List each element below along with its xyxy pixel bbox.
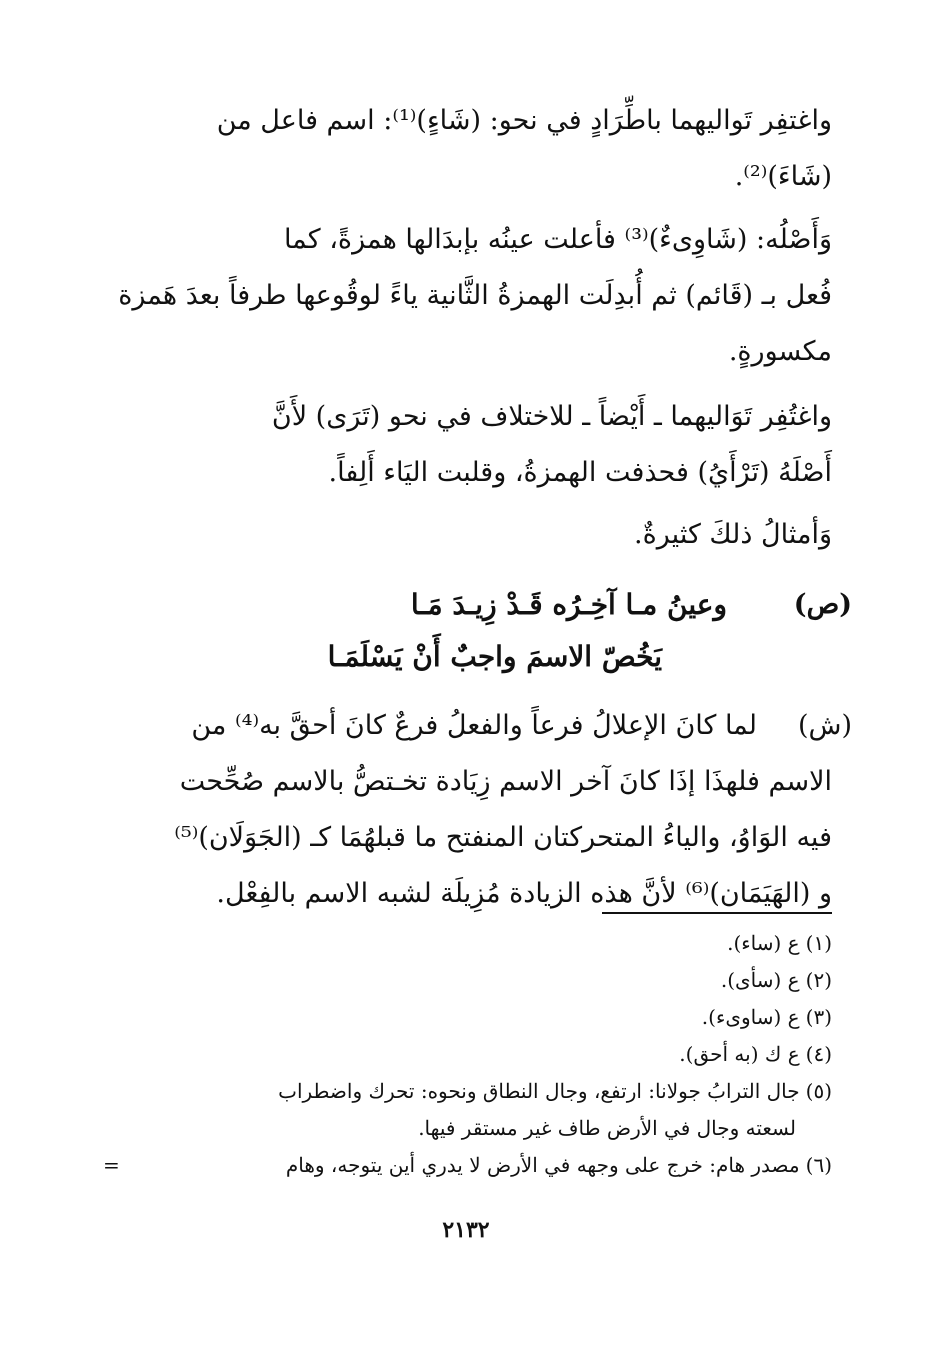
text-line: وَأمثالُ ذلكَ كثيرةٌ.	[634, 519, 832, 550]
footnote-4	[125, 1036, 832, 1073]
footnote-separator	[602, 912, 832, 914]
footnote-text: ع ك (به أحق).	[679, 1042, 800, 1066]
text-line: لما كانَ الإعلالُ فرعاً والفعلُ فرعٌ كانَ أحقَّ به⁽⁴⁾ من	[191, 710, 757, 741]
footnote-number: (٥)	[805, 1079, 832, 1103]
footnote-5	[125, 1073, 832, 1110]
paragraph-3	[125, 389, 832, 501]
commentary-mark: (ش)	[797, 710, 852, 741]
verse-mark: (ص)	[793, 589, 852, 620]
text-line: أَصْلَهُ (تَرْأَيُ) فحذفت الهمزةُ، وقلبت اليَاء أَلِفاً.	[328, 457, 832, 488]
footnote-2	[125, 962, 832, 999]
text-line: (شَاءَ)⁽²⁾.	[734, 161, 832, 192]
footnote-number: (٢)	[805, 968, 832, 992]
footnote-number: (١)	[805, 931, 832, 955]
verse-hemistich-1: وعينُ مـا آخِـرُه قَـدْ زِيـدَ مَـا	[410, 588, 727, 621]
paragraph-1	[125, 93, 832, 205]
footnote-text: مصدر هام: خرج على وجهه في الأرض لا يدري أين يتوجه، وهام	[285, 1153, 800, 1177]
footnote-text: ع (ساوىء).	[701, 1005, 800, 1029]
text-line: الاسم فلهذَا إذَا كانَ آخر الاسم زِيَادة تخـتصُّ بالاسم صُحِّحت	[179, 766, 832, 797]
commentary-text	[125, 698, 832, 922]
footnote-text: ع (ساء).	[727, 931, 800, 955]
footnote-number: (٦)	[805, 1153, 832, 1177]
footnote-6	[103, 1147, 832, 1184]
footnote-5-continuation: لسعته وجال في الأرض طاف غير مستقر فيها.	[418, 1116, 796, 1140]
paragraph-4	[125, 507, 832, 563]
footnote-3	[125, 999, 832, 1036]
continuation-mark: =	[103, 1153, 120, 1177]
text-line: و (الهَيَمَان)⁽⁶⁾ لأنَّ هذه الزيادة مُزِيلَة لشبه الاسم بالفِعْل.	[216, 878, 832, 909]
text-line: فُعل بـ (قَائم) ثم أُبدِلَت الهمزةُ الثَّانية ياءً لوقُوعها طرفاً بعدَ هَمزة	[118, 280, 832, 311]
footnote-text: ع (سأى).	[720, 968, 800, 992]
footnote-number: (٣)	[805, 1005, 832, 1029]
text-line: واغتُفِر تَوَاليهما ـ أَيْضاً ـ للاختلاف في نحو (تَرَى) لأَنَّ	[271, 401, 832, 432]
footnotes	[103, 925, 832, 1184]
footnote-number: (٤)	[805, 1042, 832, 1066]
footnote-text: جال الترابُ جولانا: ارتفع، وجال النطاق ونحوه: تحرك واضطراب	[278, 1079, 800, 1103]
page-number: ٢١٣٢	[442, 1217, 490, 1243]
verse-hemistich-2: يَخُصّ الاسمَ واجبٌ أَنْ يَسْلَمَـا	[327, 640, 662, 673]
footnote-1	[125, 925, 832, 962]
text-line: وَأَصْلُه: (شَاوِىءٌ)⁽³⁾ فأعلت عينُه بإبدَالها همزةً، كما	[283, 224, 832, 255]
text-line: فيه الوَاوُ، والياءُ المتحركتان المنفتح ما قبلهُمَا كـ (الجَوَلَان)⁽⁵⁾	[174, 822, 832, 853]
paragraph-2	[118, 212, 832, 380]
text-line: مكسورةٍ.	[728, 336, 832, 367]
text-line: واغتفِر تَواليهما باطِّرَادٍ في نحو: (شَاءٍ)⁽¹⁾: اسم فاعل من	[216, 105, 832, 136]
